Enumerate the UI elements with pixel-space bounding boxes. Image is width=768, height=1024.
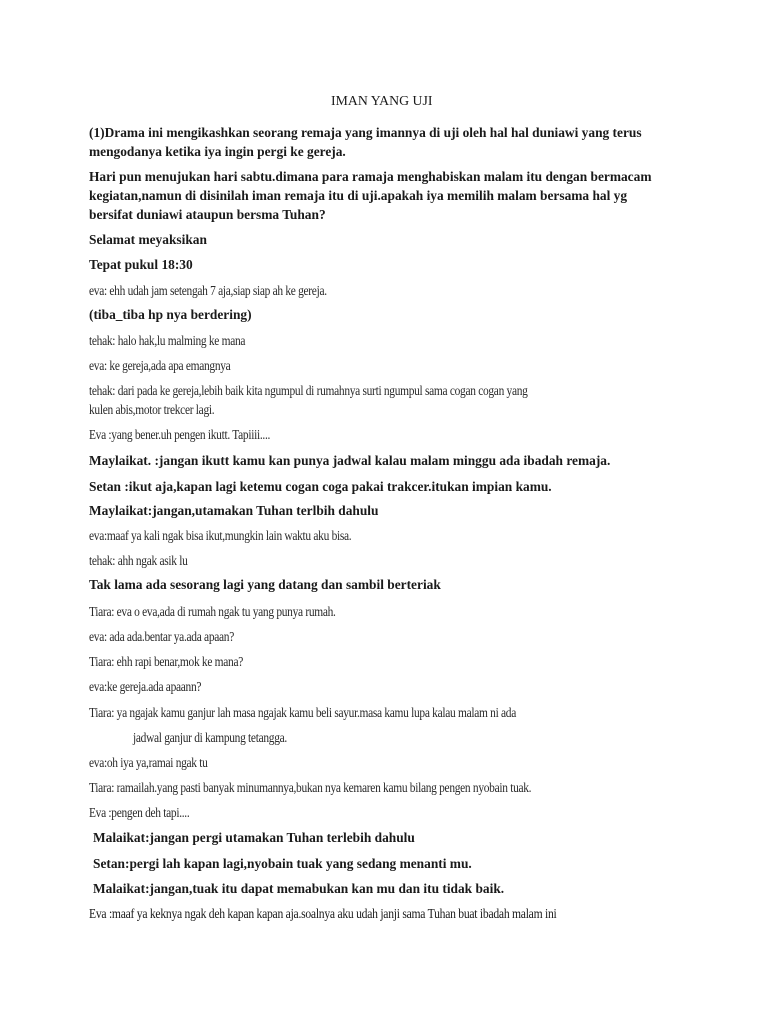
dialogue-line: eva: ada ada.bentar ya.ada apaan? <box>89 629 234 644</box>
dialogue-line: eva: ehh udah jam setengah 7 aja,siap siap ah ke gereja. <box>89 283 327 298</box>
dialogue-line: Eva :maaf ya keknya ngak deh kapan kapan aja.soalnya aku udah janji sama Tuhan buat ibadah malam ini <box>89 906 557 921</box>
dialogue-line: tehak: ahh ngak asik lu <box>89 553 188 568</box>
dialogue-line-bold: Setan :ikut aja,kapan lagi ketemu cogan coga pakai trakcer.itukan impian kamu. <box>89 479 552 494</box>
dialogue-line: Tiara: ehh rapi benar,mok ke mana? <box>89 654 244 669</box>
dialogue-line: Tiara: eva o eva,ada di rumah ngak tu yang punya rumah. <box>89 604 336 619</box>
dialogue-line-bold: Maylaikat:jangan,utamakan Tuhan terlbih dahulu <box>89 503 379 518</box>
dialogue-line: Eva :pengen deh tapi.... <box>89 805 190 820</box>
dialogue-line-bold: Maylaikat. :jangan ikutt kamu kan punya jadwal kalau malam minggu ada ibadah remaja. <box>89 453 611 468</box>
document-title: IMAN YANG UJI <box>331 93 433 108</box>
dialogue-line-indented: jadwal ganjur di kampung tetangga. <box>133 730 287 745</box>
dialogue-line-bold: Malaikat:jangan,tuak itu dapat memabukan kan mu dan itu tidak baik. <box>93 881 505 896</box>
synopsis-line-1: Hari pun menujukan hari sabtu.dimana para ramaja menghabiskan malam itu dengan bermacam <box>89 169 652 184</box>
dialogue-line-bold: Setan:pergi lah kapan lagi,nyobain tuak yang sedang menanti mu. <box>93 856 472 871</box>
dialogue-line: Tiara: ya ngajak kamu ganjur lah masa ngajak kamu beli sayur.masa kamu lupa kalau malam ni ada <box>89 705 516 720</box>
intro-line-2: mengodanya ketika iya ingin pergi ke gereja. <box>89 144 346 159</box>
heading-line: Selamat meyaksikan <box>89 232 207 247</box>
intro-line-1: (1)Drama ini mengikashkan seorang remaja yang imannya di uji oleh hal hal duniawi yang terus <box>89 125 642 140</box>
dialogue-line: eva:ke gereja.ada apaann? <box>89 679 202 694</box>
dialogue-line: eva:maaf ya kali ngak bisa ikut,mungkin lain waktu aku bisa. <box>89 528 352 543</box>
heading-line: Tepat pukul 18:30 <box>89 257 193 272</box>
stage-direction: Tak lama ada sesorang lagi yang datang dan sambil berteriak <box>89 577 441 592</box>
dialogue-line: eva: ke gereja,ada apa emangnya <box>89 358 231 373</box>
dialogue-line: tehak: dari pada ke gereja,lebih baik kita ngumpul di rumahnya surti ngumpul sama cogan cogan yang <box>89 383 528 398</box>
dialogue-line: Eva :yang bener.uh pengen ikutt. Tapiiii.... <box>89 427 271 442</box>
dialogue-line: tehak: halo hak,lu malming ke mana <box>89 333 246 348</box>
synopsis-line-2: kegiatan,namun di disinilah iman remaja itu di uji.apakah iya memilih malam bersama hal yg <box>89 188 628 203</box>
stage-direction: (tiba_tiba hp nya berdering) <box>89 307 252 322</box>
dialogue-line-bold: Malaikat:jangan pergi utamakan Tuhan terlebih dahulu <box>93 830 415 845</box>
dialogue-line: eva:oh iya ya,ramai ngak tu <box>89 755 208 770</box>
dialogue-line: Tiara: ramailah.yang pasti banyak minumannya,bukan nya kemaren kamu bilang pengen nyobain tuak. <box>89 780 532 795</box>
dialogue-line: kulen abis,motor trekcer lagi. <box>89 402 215 417</box>
synopsis-line-3: bersifat duniawi ataupun bersma Tuhan? <box>89 207 326 222</box>
